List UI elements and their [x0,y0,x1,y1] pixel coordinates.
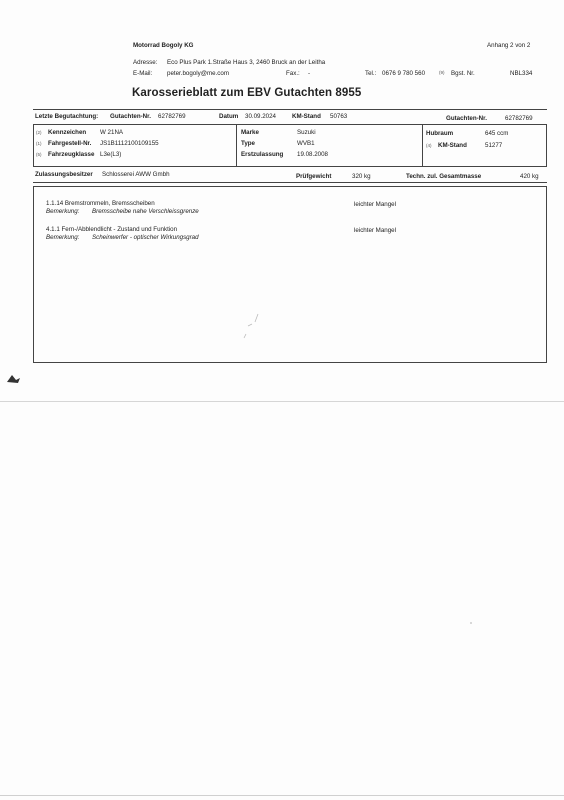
vehicle-mid-divider [236,124,237,167]
vehicle-left-border [33,124,34,167]
email-label: E-Mail: [133,70,153,77]
defect-1-severity: leichter Mangel [354,201,396,208]
scan-mark [4,372,24,386]
km-stand-value: 50763 [330,113,348,120]
defect-1-code: 1.1.14 Bremstrommeln, Bremsscheiben [46,200,155,207]
defect-2-code: 4.1.1 Fern-/Abblendlicht - Zustand und Funktion [46,226,178,233]
owner-value: Schlosserei AWW Gmbh [102,171,170,178]
datum-value: 30.09.2024 [245,113,276,120]
km-label: KM-Stand [438,142,467,149]
scan-line-2 [0,795,564,796]
tel-label: Tel.: [365,70,377,77]
email-value: peter.bogoly@me.com [167,70,229,77]
type-label: Type [241,140,255,147]
defect-2-severity: leichter Mangel [354,227,396,234]
defects-box-left [33,186,34,363]
pruefgewicht-label: Prüfgewicht [296,173,332,180]
klasse-number: (5) [36,152,42,157]
gutachten-label: Gutachten-Nr. [110,113,151,120]
kennzeichen-number: (2) [36,130,42,135]
vehicle-right-divider [422,124,423,167]
klasse-label: Fahrzeugklasse [48,151,95,158]
tel-value: 0676 9 780 560 [382,70,426,77]
company-name: Motorrad Bogoly KG [133,42,194,49]
datum-label: Datum [219,113,239,120]
km-value: 51277 [485,142,503,149]
gutachten-value: 62782769 [158,113,186,120]
defects-box-top [33,186,547,187]
gutachten2-label: Gutachten-Nr. [446,115,487,122]
defect-2-remark-label: Bemerkung: [46,234,80,241]
defect-2-remark: Scheinwerfer - optischer Wirkungsgrad [92,234,199,241]
klasse-value: L3e(L3) [100,151,122,158]
page-title: Karosserieblatt zum EBV Gutachten 8955 [132,87,362,99]
scan-smudge [240,312,264,342]
bgst-number: (9) [439,70,445,75]
bgst-label: Bgst. Nr. [451,70,475,77]
scan-line-1 [0,401,564,402]
gutachten2-value: 62782769 [505,115,533,122]
vehicle-right-border [546,124,547,167]
scan-dot [468,620,474,626]
marke-label: Marke [241,129,259,136]
vehicle-top-line [33,124,547,125]
defects-top-line [33,182,547,183]
defect-1-remark-label: Bemerkung: [46,208,80,215]
owner-label: Zulassungsbesitzer [35,171,93,178]
gesamtmasse-label: Techn. zul. Gesamtmasse [406,173,482,180]
hubraum-value: 645 ccm [485,130,509,137]
kennzeichen-value: W 21NA [100,129,124,136]
defect-1-remark: Bremsscheibe nahe Verschleissgrenze [92,208,199,215]
fahrgestell-value: JS1B1112100109155 [100,140,159,147]
gesamtmasse-value: 420 kg [520,173,539,180]
fahrgestell-number: (1) [36,141,42,146]
page-indicator: Anhang 2 von 2 [487,42,531,49]
defects-box-bottom [33,362,547,363]
letzte-label: Letzte Begutachtung: [35,113,99,120]
km-number: (4) [426,143,432,148]
defects-box-right [546,186,547,363]
kennzeichen-label: Kennzeichen [48,129,87,136]
summary-top-line [33,109,547,110]
bgst-value: NBL334 [510,70,533,77]
fahrgestell-label: Fahrgestell-Nr. [48,140,92,147]
vehicle-bottom-line [33,166,547,167]
fax-label: Fax.: [286,70,300,77]
pruefgewicht-value: 320 kg [352,173,371,180]
hubraum-label: Hubraum [426,130,454,137]
fax-value: - [308,70,311,77]
type-value: WVB1 [297,140,315,147]
marke-value: Suzuki [297,129,316,136]
erstzulassung-value: 19.08.2008 [297,151,328,158]
address-value: Eco Plus Park 1.Straße Haus 3, 2460 Bruck an der Leitha [167,59,326,66]
km-stand-label: KM-Stand [292,113,321,120]
erstzulassung-label: Erstzulassung [241,151,284,158]
address-label: Adresse: [133,59,158,66]
